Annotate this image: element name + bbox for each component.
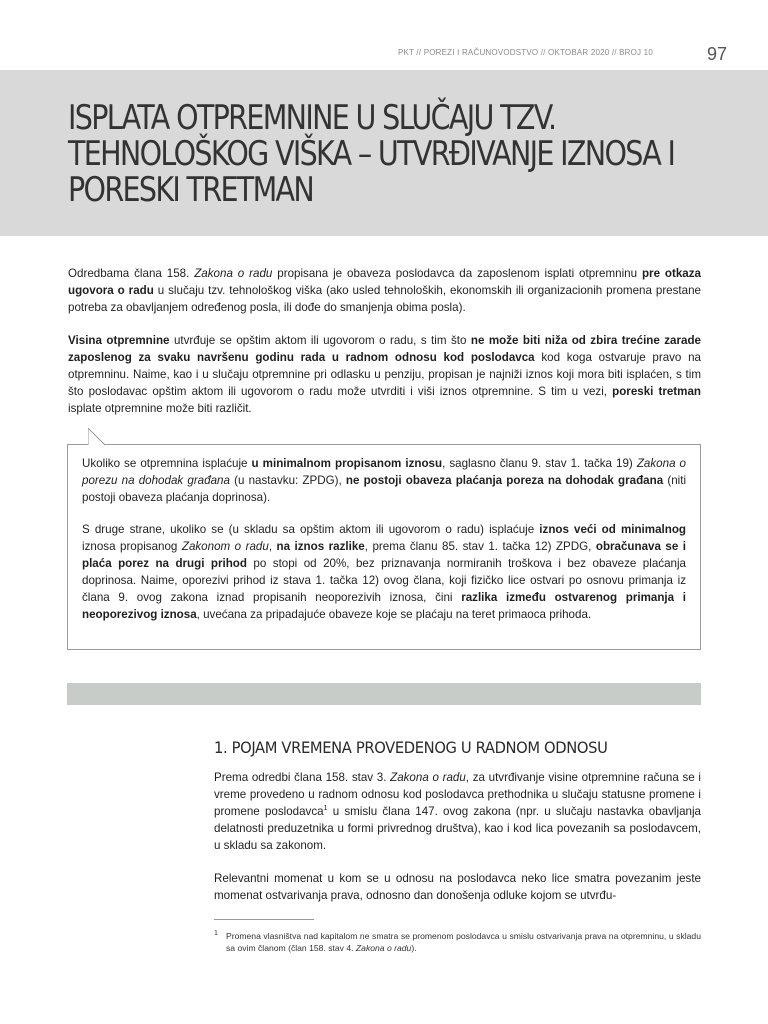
footnote-mark: 1 bbox=[214, 930, 218, 937]
footnote-text bbox=[226, 930, 701, 954]
text-run: ). bbox=[411, 943, 417, 953]
text-run: ne postoji obaveza plaćanja poreza na dohodak građana bbox=[345, 474, 664, 487]
callout-paragraph bbox=[82, 521, 686, 623]
article-title bbox=[68, 100, 748, 208]
intro-paragraph bbox=[68, 332, 701, 417]
section-divider-band bbox=[67, 683, 701, 705]
text-run: propisana je obaveza poslodavca da zaposlenom isplati otpremninu bbox=[272, 267, 642, 280]
text-run: kod koga ostvaruje pravo na otpremninu. Naime, kao i u slučaju otpremnine pri odlasku u penziju, propisan je najniži iznos koji mora biti isplaćen, s tim što poslodavac opštim aktom ili ugovorom o radu može utvrditi i viši iznos otpremnine. S tim u vezi, bbox=[68, 351, 701, 398]
text-run: u smislu člana 147. ovog zakona (npr. u slučaju nastavka obavljanja delatnosti preduzetnika u formi privrednog društva), kao i kod lica povezanih sa poslodavcem, u skladu sa zakonom. bbox=[214, 805, 702, 852]
text-run: poreski tretman bbox=[612, 385, 701, 398]
callout-pointer-icon bbox=[88, 428, 106, 446]
text-run: u slučaju tzv. tehnološkog viška (ako usled tehnoloških, ekonomskih ili organizacionih promena prestane potreba za obavljanjem određenog posla, ili dođe do smanjenja obima posla). bbox=[68, 284, 701, 314]
text-run: Zakona o radu bbox=[390, 771, 466, 784]
text-run: po stopi od 20%, bez priznavanja normiranih troškova i bez obaveze plaćanja doprinosa. Naime, oporezivi prihod iz stava 1. tačka 12) ovog člana, koji fizičko lice ostvari po osnovu primanja iz člana 9. ovog zakona iznad propisanih neoporezivih iznosa, čini bbox=[82, 557, 686, 604]
text-run: ne može biti niža od zbira trećine zarade zaposlenog za svaku navršenu godinu rada u radnom odnosu kod poslodavca bbox=[68, 334, 701, 364]
text-run: utvrđuje se opštim aktom ili ugovorom o radu, s tim što bbox=[169, 334, 471, 347]
text-run: S druge strane, ukoliko se (u skladu sa opštim aktom ili ugovorom o radu) isplaćuje bbox=[82, 523, 540, 536]
title-line: TEHNOLOŠKOG VIŠKA – UTVRĐIVANJE IZNOSA I bbox=[68, 134, 675, 174]
text-run: na iznos razlike bbox=[276, 540, 365, 553]
running-head: PKT // POREZI I RAČUNOVODSTVO // OKTOBAR 2020 // BROJ 10 bbox=[398, 48, 653, 57]
page-number: 97 bbox=[707, 44, 728, 64]
text-run: u minimalnom propisanom iznosu bbox=[251, 457, 443, 470]
text-run: Zakonom o radu bbox=[181, 540, 269, 553]
text-run: razlika između ostvarenog primanja i neoporezivog iznosa bbox=[82, 591, 687, 621]
text-run: , prema članu 85. stav 1. tačka 12) ZPDG, bbox=[364, 540, 596, 553]
text-run: , uvećana za pripadajuće obaveze koje se plaćaju na teret primaoca prihoda. bbox=[196, 608, 592, 621]
text-run: iznos veći od minimalnog bbox=[539, 523, 686, 536]
text-run: Zakona o radu bbox=[355, 943, 412, 953]
title-line: PORESKI TRETMAN bbox=[68, 170, 314, 210]
text-run: Visina otpremnine bbox=[68, 334, 170, 347]
text-run: Odredbama člana 158. bbox=[68, 267, 195, 280]
footnote bbox=[214, 930, 701, 954]
section-paragraph bbox=[214, 769, 701, 854]
text-run: , bbox=[268, 540, 277, 553]
text-run: (u nastavku: ZPDG), bbox=[229, 474, 346, 487]
intro-paragraph bbox=[68, 265, 701, 316]
text-run: , za utvrđivanje visine otpremnine računa se i vreme provedeno u radnom odnosu kod poslodavca prethodnika u slučaju statusne promene i promene poslodavca bbox=[214, 771, 701, 818]
text-run: isplate otpremnine može biti različit. bbox=[68, 402, 252, 415]
text-run: Prema odredbi člana 158. stav 3. bbox=[214, 771, 391, 784]
text-run: pre otkaza ugovora o radu bbox=[68, 267, 701, 297]
footnote-rule bbox=[214, 919, 314, 920]
text-run: Ukoliko se otpremnina isplaćuje bbox=[82, 457, 252, 470]
footnote-reference: 1 bbox=[323, 805, 328, 813]
text-run: Zakona o porezu na dohodak građana bbox=[82, 457, 687, 487]
text-run: Promena vlasništva nad kapitalom ne smatra se promenom poslodavca u smislu ostvarivanja prava na otpremninu, u skladu sa ovim članom (član 158. stav 4. bbox=[226, 931, 701, 953]
callout-paragraph bbox=[82, 455, 686, 506]
text-run: iznosa propisanog bbox=[82, 540, 182, 553]
text-run: Zakona o radu bbox=[194, 267, 273, 280]
text-run: obračunava se i plaća porez na drugi prihod bbox=[82, 540, 687, 570]
title-line: ISPLATA OTPREMNINE U SLUČAJU TZV. bbox=[68, 98, 556, 138]
section-paragraph bbox=[214, 870, 701, 904]
text-run: , saglasno članu 9. stav 1. tačka 19) bbox=[442, 457, 637, 470]
text-run: Relevantni momenat u kom se u odnosu na poslodavca neko lice smatra povezanim jeste momenat ostvarivanja prava, odnosno dan donošenja odluke kojom se utvrđu- bbox=[214, 872, 701, 902]
text-run: (niti postoji obaveza plaćanja doprinosa). bbox=[82, 474, 687, 504]
section-heading: 1. POJAM VREMENA PROVEDENOG U RADNOM ODNOSU bbox=[214, 738, 608, 757]
